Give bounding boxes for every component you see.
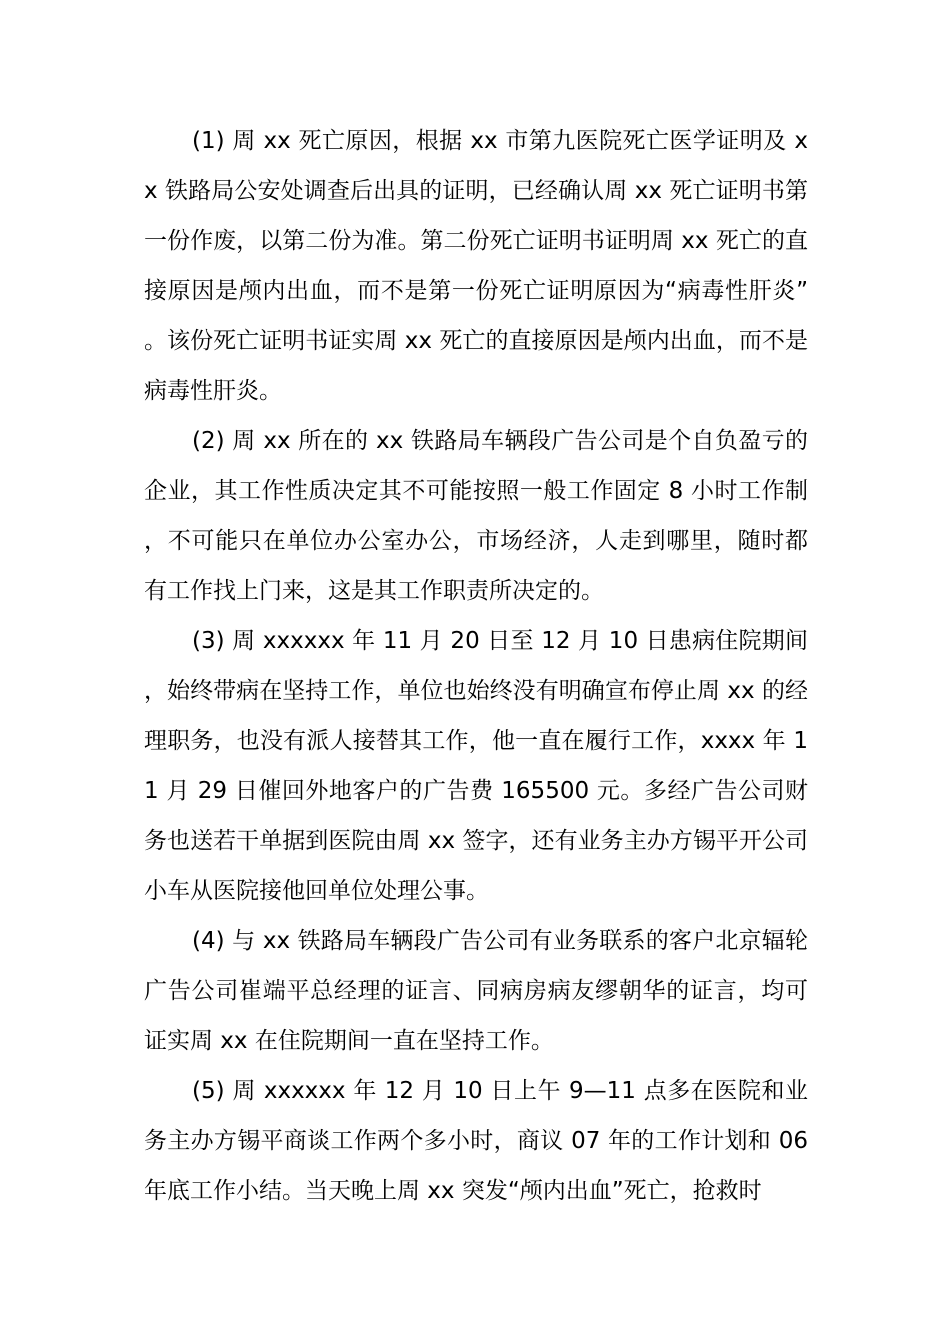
paragraph-2: (2) 周 xx 所在的 xx 铁路局车辆段广告公司是个自负盈亏的企业，其工作性质决定其不可能按照一般工作固定 8 小时工作制，不可能只在单位办公室办公，市场经济，人走到哪里，随时都有工作找上门来，这是其工作职责所决定的。 bbox=[144, 428, 808, 604]
paragraph-1: (1) 周 xx 死亡原因，根据 xx 市第九医院死亡医学证明及 xx 铁路局公安处调查后出具的证明，已经确认周 xx 死亡证明书第一份作废，以第二份为准。第二份死亡证明书证明周 xx 死亡的直接原因是颅内出血，而不是第一份死亡证明原因为“病毒性肝炎”。该份死亡证明书证实周 xx 死亡的直接原因是颅内出血，而不是病毒性肝炎。 bbox=[144, 128, 808, 404]
document-body bbox=[144, 116, 808, 1216]
paragraph-4: (4) 与 xx 铁路局车辆段广告公司有业务联系的客户北京辐轮广告公司崔端平总经理的证言、同病房病友缪朝华的证言，均可证实周 xx 在住院期间一直在坚持工作。 bbox=[144, 928, 808, 1054]
paragraph-3: (3) 周 xxxxxx 年 11 月 20 日至 12 月 10 日患病住院期间，始终带病在坚持工作，单位也始终没有明确宣布停止周 xx 的经理职务，也没有派人接替其工作，他一直在履行工作，xxxx 年 11 月 29 日催回外地客户的广告费 165500 元。多经广告公司财务也送若干单据到医院由周 xx 签字，还有业务主办方锡平开公司小车从医院接他回单位处理公事。 bbox=[144, 628, 808, 904]
paragraph-5: (5) 周 xxxxxx 年 12 月 10 日上午 9—11 点多在医院和业务主办方锡平商谈工作两个多小时，商议 07 年的工作计划和 06 年底工作小结。当天晚上周 xx 突发“颅内出血”死亡，抢救时 bbox=[144, 1078, 808, 1204]
